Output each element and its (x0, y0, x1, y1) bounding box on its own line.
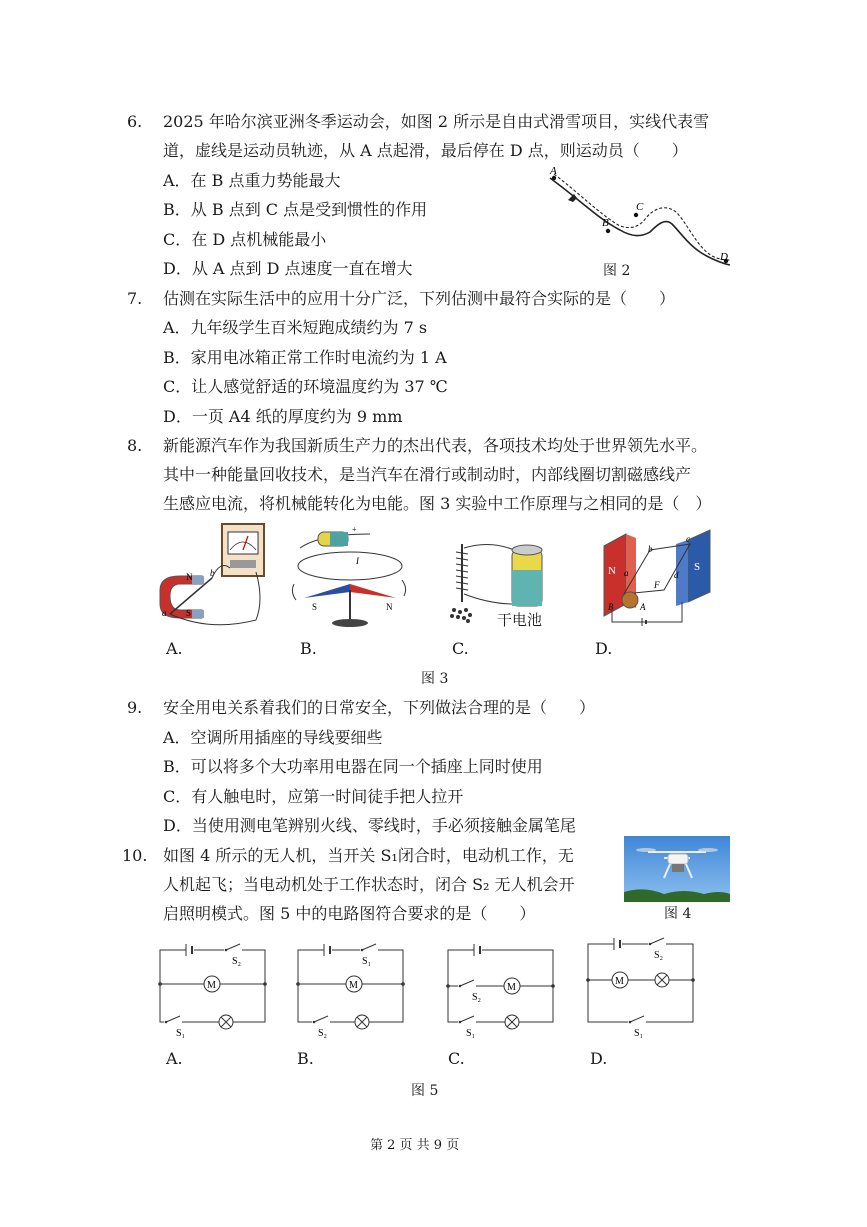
circuit-c-s2: S₂ (472, 992, 482, 1003)
q10-stem-line1: 如图 4 所示的无人机，当开关 S₁闭合时，电动机工作，无 (163, 846, 574, 865)
fig5-option-c: C. (448, 1049, 465, 1068)
circuit-b-motor: M (349, 980, 358, 991)
fig3d-label-b: b (648, 544, 653, 554)
circuit-a-s1: S₁ (176, 1028, 186, 1039)
q8-stem-line1: 新能源汽车作为我国新质生产力的杰出代表，各项技术均处于世界领先水平。 (163, 436, 708, 455)
q7-option-c: C．让人感觉舒适的环境温度约为 37 ℃ (163, 377, 448, 396)
fig3-option-b: B. (300, 639, 317, 658)
q10-number: 10. (122, 846, 148, 865)
fig5-circuit-diagrams (150, 936, 730, 1046)
q6-option-d: D．从 A 点到 D 点速度一直在增大 (163, 259, 413, 278)
circuit-d-s1: S₁ (634, 1028, 644, 1039)
circuit-a-motor: M (207, 980, 216, 991)
fig3-option-a: A. (166, 639, 183, 658)
fig3b-oersted-experiment (290, 520, 410, 635)
fig3d-label-f: F (654, 580, 660, 590)
fig3a-label-s: S (186, 608, 192, 618)
q8-number: 8. (127, 436, 143, 455)
fig3-caption: 图 3 (421, 671, 449, 687)
q9-option-c: C．有人触电时，应第一时间徒手把人拉开 (163, 787, 464, 806)
fig5-caption: 图 5 (411, 1083, 439, 1099)
circuit-d-motor: M (615, 976, 624, 987)
q6-stem-line2: 道，虚线是运动员轨迹，从 A 点起滑，最后停在 D 点，则运动员（ ） (163, 141, 688, 160)
fig3b-label-i: I (356, 556, 359, 566)
circuit-d (586, 938, 695, 1039)
fig4-caption: 图 4 (664, 906, 692, 922)
fig3d-label-d: d (674, 570, 679, 580)
fig3d-label-n: N (608, 565, 616, 577)
fig5-option-a: A. (166, 1049, 183, 1068)
fig5-option-d: D. (590, 1049, 608, 1068)
q7-stem: 估测在实际生活中的应用十分广泛，下列估测中最符合实际的是（ ） (163, 289, 676, 308)
fig3b-label-plus: + (352, 525, 357, 534)
fig3a-label-n: N (186, 572, 193, 582)
fig4-drone-photo (624, 836, 730, 902)
fig3b-label-n: N (386, 602, 393, 612)
q9-number: 9. (127, 698, 143, 717)
q9-option-d: D．当使用测电笔辨别火线、零线时，手必须接触金属笔尾 (163, 816, 576, 835)
q6-option-c: C．在 D 点机械能最小 (163, 230, 327, 249)
q7-option-d: D．一页 A4 纸的厚度约为 9 mm (163, 407, 403, 426)
q8-stem-line3: 生感应电流，将机械能转化为电能。图 3 实验中工作原理与之相同的是（ ） (163, 494, 712, 513)
circuit-c-s1: S₁ (466, 1028, 476, 1039)
fig3c-battery-label: 干电池 (497, 611, 543, 629)
q9-option-a: A．空调所用插座的导线要细些 (163, 728, 383, 747)
circuit-a-s2: S₂ (232, 956, 242, 967)
fig2-label-b: B (602, 217, 609, 229)
fig3d-label-a: a (624, 568, 629, 578)
circuit-b-s1: S₁ (362, 956, 372, 967)
fig3d-label-bb: B (608, 602, 614, 612)
fig2-label-d: D (720, 251, 728, 263)
fig3d-motor-experiment (590, 520, 720, 635)
fig3a-galvanometer-experiment (150, 520, 270, 635)
q9-stem: 安全用电关系着我们的日常安全，下列做法合理的是（ ） (163, 698, 596, 717)
fig3-option-c: C. (452, 639, 469, 658)
fig5-option-b: B. (297, 1049, 314, 1068)
q7-option-a: A．九年级学生百米短跑成绩约为 7 s (163, 318, 428, 337)
q6-number: 6. (127, 112, 143, 131)
fig2-caption: 图 2 (603, 263, 631, 279)
fig3-option-d: D. (595, 639, 613, 658)
q9-option-b: B．可以将多个大功率用电器在同一个插座上同时使用 (163, 757, 543, 776)
q6-option-b: B．从 B 点到 C 点是受到惯性的作用 (163, 200, 428, 219)
fig2-label-c: C (636, 201, 644, 213)
fig3a-label-b: b (210, 568, 215, 578)
q8-stem-line2: 其中一种能量回收技术，是当汽车在滑行或制动时，内部线圈切割磁感线产 (163, 465, 692, 484)
q6-option-a: A．在 B 点重力势能最大 (163, 171, 341, 190)
q6-stem-line1: 2025 年哈尔滨亚洲冬季运动会，如图 2 所示是自由式滑雪项目，实线代表雪 (163, 112, 710, 131)
circuit-d-s2: S₂ (654, 950, 664, 961)
fig3d-label-aa: A (640, 602, 646, 612)
circuit-c-motor: M (507, 982, 516, 993)
page-footer: 第 2 页 共 9 页 (370, 1138, 460, 1153)
fig3a-label-a: a (162, 608, 167, 618)
q10-stem-line2: 人机起飞；当电动机处于工作状态时，闭合 S₂ 无人机会开 (163, 875, 575, 894)
circuit-b-s2: S₂ (318, 1028, 328, 1039)
fig3b-label-s: S (312, 602, 318, 612)
fig3d-label-c: c (686, 534, 690, 544)
fig2-label-a: A (550, 165, 557, 177)
q7-option-b: B．家用电冰箱正常工作时电流约为 1 A (163, 348, 447, 367)
q10-stem-line3: 启照明模式。图 5 中的电路图符合要求的是（ ） (163, 904, 536, 923)
figure-2-ski-slope (540, 160, 740, 272)
circuit-a (158, 944, 267, 1039)
circuit-b (296, 944, 405, 1039)
circuit-c (446, 944, 555, 1039)
fig3d-label-s: S (694, 561, 701, 573)
q7-number: 7. (127, 289, 143, 308)
